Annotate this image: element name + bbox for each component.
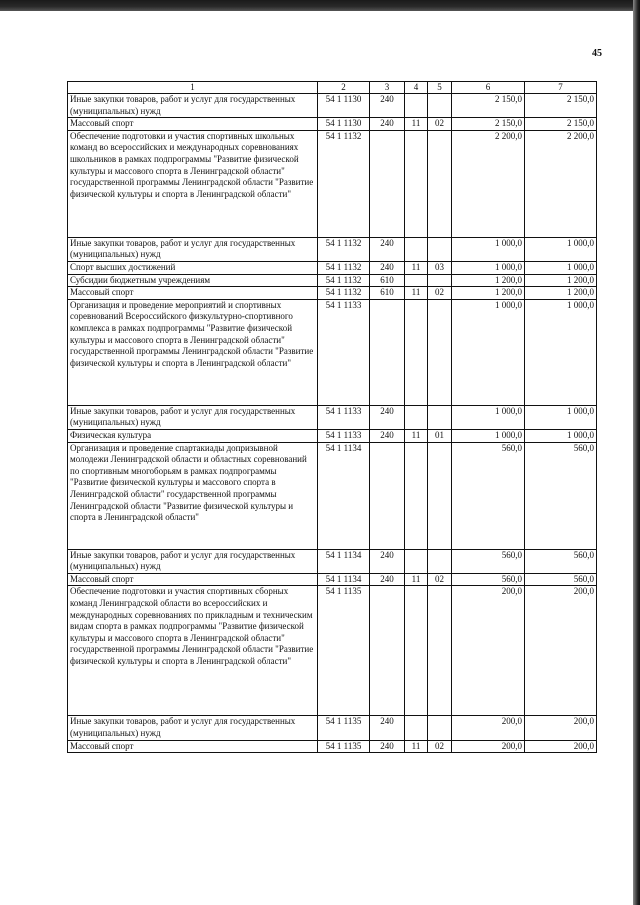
row-expense-type: [370, 299, 405, 405]
row-amount-1: 1 200,0: [452, 274, 525, 287]
row-amount-1: 200,0: [452, 716, 525, 740]
row-amount-1: 560,0: [452, 573, 525, 586]
col-header: 5: [428, 82, 452, 94]
table-row: [68, 274, 597, 287]
row-subsection: [428, 237, 452, 261]
table-row: [68, 716, 597, 740]
row-name: Массовый спорт: [68, 118, 318, 131]
row-amount-1: 1 000,0: [452, 261, 525, 274]
row-section: [405, 130, 428, 237]
row-amount-1: 200,0: [452, 740, 525, 753]
table-row: [68, 549, 597, 573]
row-expense-type: 240: [370, 237, 405, 261]
row-subsection: [428, 716, 452, 740]
row-section: [405, 549, 428, 573]
table-row: [68, 94, 597, 118]
row-name: Субсидии бюджетным учреждениям: [68, 274, 318, 287]
table-row: [68, 442, 597, 549]
row-expense-type: 240: [370, 716, 405, 740]
row-name: Массовый спорт: [68, 573, 318, 586]
row-amount-1: 560,0: [452, 549, 525, 573]
row-code: 54 1 1135: [318, 586, 370, 716]
row-name: Иные закупки товаров, работ и услуг для государственных (муниципальных) нужд: [68, 549, 318, 573]
row-code: 54 1 1132: [318, 287, 370, 300]
row-section: 11: [405, 573, 428, 586]
row-section: [405, 442, 428, 549]
row-name: Физическая культура: [68, 429, 318, 442]
scan-right-edge: [633, 0, 640, 905]
row-section: 11: [405, 740, 428, 753]
row-amount-2: 1 200,0: [525, 274, 597, 287]
row-section: 11: [405, 287, 428, 300]
col-header: 3: [370, 82, 405, 94]
row-amount-1: 1 200,0: [452, 287, 525, 300]
row-amount-2: 560,0: [525, 549, 597, 573]
table-row: [68, 429, 597, 442]
row-code: 54 1 1135: [318, 740, 370, 753]
row-amount-1: 1 000,0: [452, 405, 525, 429]
row-code: 54 1 1134: [318, 549, 370, 573]
row-amount-2: 2 150,0: [525, 118, 597, 131]
row-subsection: [428, 274, 452, 287]
row-name: Обеспечение подготовки и участия спортивных сборных команд Ленинградской области во всероссийских и международных соревнованиях по прикладным и техническим видам спорта в рамках подпрограммы "Развитие физической культуры и массового спорта в Ленинградской области" государственной программы Ленинградской области "Развитие физической культуры и спорта в Ленинградской области": [68, 586, 318, 716]
row-amount-2: 560,0: [525, 442, 597, 549]
row-name: Иные закупки товаров, работ и услуг для государственных (муниципальных) нужд: [68, 405, 318, 429]
row-section: 11: [405, 429, 428, 442]
row-amount-2: 1 000,0: [525, 405, 597, 429]
row-section: 11: [405, 261, 428, 274]
row-code: 54 1 1134: [318, 442, 370, 549]
row-expense-type: 240: [370, 740, 405, 753]
row-name: Массовый спорт: [68, 287, 318, 300]
row-section: [405, 405, 428, 429]
row-code: 54 1 1133: [318, 405, 370, 429]
row-section: [405, 299, 428, 405]
col-header: 7: [525, 82, 597, 94]
row-amount-1: 200,0: [452, 586, 525, 716]
header-row: [68, 82, 597, 94]
col-header: 2: [318, 82, 370, 94]
row-amount-2: 1 200,0: [525, 287, 597, 300]
row-name: Организация и проведение спартакиады допризывной молодежи Ленинградской области и областных соревнований по спортивным многоборьям в рамках подпрограммы "Развитие физической культуры и массового спорта в Ленинградской области" государственной программы Ленинградской области "Развитие физической культуры и спорта в Ленинградской области": [68, 442, 318, 549]
row-code: 54 1 1130: [318, 94, 370, 118]
table-row: [68, 237, 597, 261]
row-subsection: [428, 586, 452, 716]
row-amount-2: 1 000,0: [525, 429, 597, 442]
row-name: Спорт высших достижений: [68, 261, 318, 274]
row-subsection: [428, 299, 452, 405]
table-row: [68, 261, 597, 274]
row-expense-type: 240: [370, 429, 405, 442]
row-code: 54 1 1134: [318, 573, 370, 586]
row-expense-type: 610: [370, 287, 405, 300]
row-expense-type: 240: [370, 573, 405, 586]
row-expense-type: 240: [370, 261, 405, 274]
budget-table: [67, 81, 597, 753]
col-header: 6: [452, 82, 525, 94]
row-amount-2: 2 150,0: [525, 94, 597, 118]
table-row: [68, 130, 597, 237]
row-amount-2: 200,0: [525, 740, 597, 753]
row-amount-1: 2 200,0: [452, 130, 525, 237]
row-name: Обеспечение подготовки и участия спортивных школьных команд во всероссийских и международных соревнованиях школьников в рамках подпрограммы "Развитие физической культуры и массового спорта в Ленинградской области" государственной программы Ленинградской области "Развитие физической культуры и спорта в Ленинградской области": [68, 130, 318, 237]
row-amount-2: 1 000,0: [525, 261, 597, 274]
row-amount-1: 560,0: [452, 442, 525, 549]
row-amount-1: 2 150,0: [452, 118, 525, 131]
row-expense-type: [370, 442, 405, 549]
row-expense-type: [370, 130, 405, 237]
table-row: [68, 405, 597, 429]
row-section: [405, 237, 428, 261]
row-amount-1: 1 000,0: [452, 237, 525, 261]
row-amount-1: 1 000,0: [452, 299, 525, 405]
row-code: 54 1 1133: [318, 429, 370, 442]
row-expense-type: [370, 586, 405, 716]
row-section: [405, 586, 428, 716]
row-amount-2: 1 000,0: [525, 299, 597, 405]
row-expense-type: 240: [370, 118, 405, 131]
row-subsection: [428, 94, 452, 118]
row-name: Массовый спорт: [68, 740, 318, 753]
row-expense-type: 610: [370, 274, 405, 287]
row-subsection: 01: [428, 429, 452, 442]
row-name: Иные закупки товаров, работ и услуг для государственных (муниципальных) нужд: [68, 716, 318, 740]
row-code: 54 1 1133: [318, 299, 370, 405]
row-code: 54 1 1130: [318, 118, 370, 131]
row-subsection: [428, 130, 452, 237]
col-header: 1: [68, 82, 318, 94]
row-subsection: 02: [428, 573, 452, 586]
row-subsection: [428, 405, 452, 429]
row-subsection: 02: [428, 287, 452, 300]
row-code: 54 1 1132: [318, 237, 370, 261]
row-amount-1: 1 000,0: [452, 429, 525, 442]
row-expense-type: 240: [370, 549, 405, 573]
row-section: [405, 716, 428, 740]
row-name: Иные закупки товаров, работ и услуг для государственных (муниципальных) нужд: [68, 237, 318, 261]
row-amount-1: 2 150,0: [452, 94, 525, 118]
row-amount-2: 560,0: [525, 573, 597, 586]
row-amount-2: 1 000,0: [525, 237, 597, 261]
row-expense-type: 240: [370, 94, 405, 118]
table-row: [68, 287, 597, 300]
row-expense-type: 240: [370, 405, 405, 429]
row-subsection: 02: [428, 118, 452, 131]
col-header: 4: [405, 82, 428, 94]
row-section: 11: [405, 118, 428, 131]
table-row: [68, 573, 597, 586]
row-amount-2: 200,0: [525, 586, 597, 716]
row-subsection: [428, 442, 452, 549]
row-code: 54 1 1135: [318, 716, 370, 740]
row-name: Организация и проведение мероприятий и спортивных соревнований Всероссийского физкультурно-спортивного комплекса в рамках подпрограммы "Развитие физической культуры и массового спорта в Ленинградской области" государственной программы Ленинградской области "Развитие физической культуры и спорта в Ленинградской области": [68, 299, 318, 405]
row-code: 54 1 1132: [318, 130, 370, 237]
scan-top-edge: [0, 0, 640, 11]
row-subsection: 03: [428, 261, 452, 274]
table-row: [68, 586, 597, 716]
row-code: 54 1 1132: [318, 261, 370, 274]
row-name: Иные закупки товаров, работ и услуг для государственных (муниципальных) нужд: [68, 94, 318, 118]
row-code: 54 1 1132: [318, 274, 370, 287]
row-section: [405, 274, 428, 287]
row-section: [405, 94, 428, 118]
row-amount-2: 200,0: [525, 716, 597, 740]
page-number: 45: [592, 48, 602, 59]
row-amount-2: 2 200,0: [525, 130, 597, 237]
table-row: [68, 299, 597, 405]
row-subsection: [428, 549, 452, 573]
row-subsection: 02: [428, 740, 452, 753]
table-row: [68, 740, 597, 753]
table-row: [68, 118, 597, 131]
